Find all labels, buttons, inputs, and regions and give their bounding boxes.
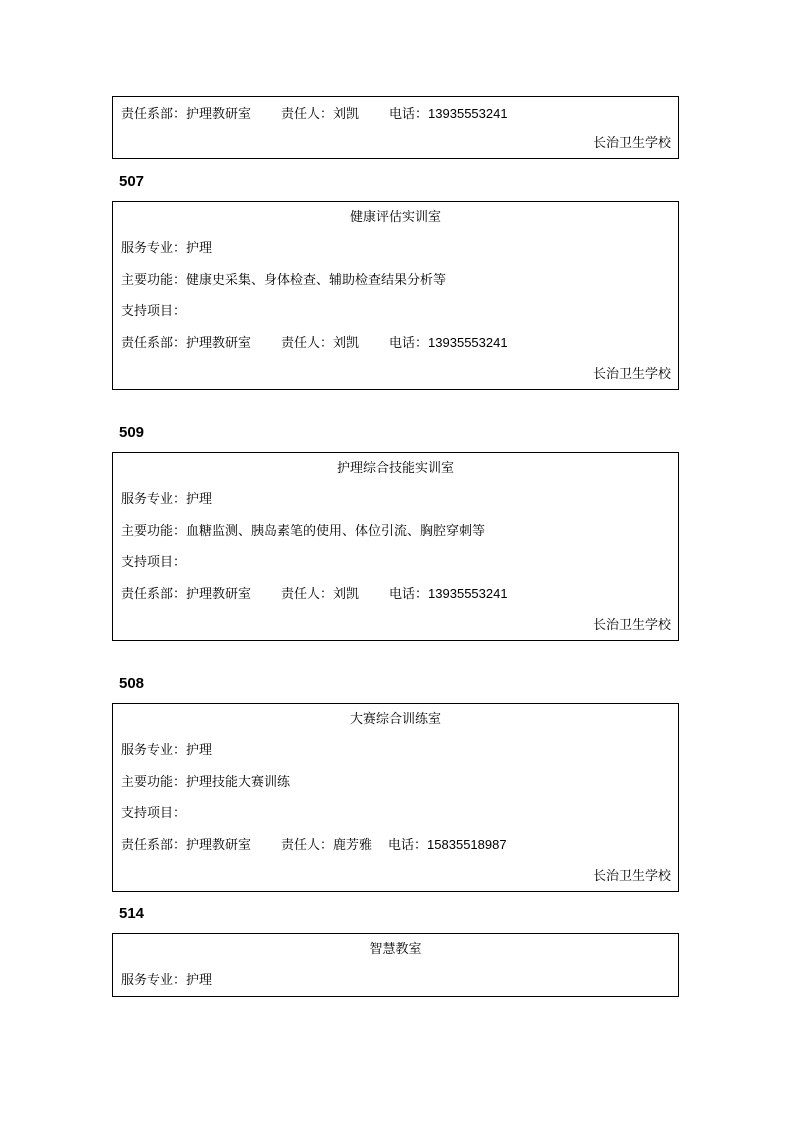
lab-title: 健康评估实训室	[349, 210, 441, 225]
dept-text: 责任系部：护理教研室	[121, 587, 252, 602]
school-name: 长治卫生学校	[592, 136, 671, 151]
dept-text: 责任系部：护理教研室	[121, 107, 252, 122]
lab-card-508	[112, 703, 679, 892]
service-major: 服务专业：护理	[121, 492, 213, 507]
dept-text: 责任系部：护理教研室	[121, 838, 252, 853]
lab-card-continued	[112, 96, 679, 159]
room-number: 514	[119, 905, 145, 922]
school-name: 长治卫生学校	[592, 869, 671, 884]
responsibility-line	[121, 585, 508, 604]
person-text: 责任人：鹿芳雅	[281, 838, 373, 853]
lab-card-509	[112, 452, 679, 641]
service-major: 服务专业：护理	[121, 743, 213, 758]
phone-label: 电话：	[388, 838, 428, 853]
support-project: 支持项目：	[121, 806, 187, 821]
room-number: 508	[119, 675, 145, 692]
main-function: 主要功能：血糖监测、胰岛素笔的使用、体位引流、胸腔穿刺等	[121, 524, 486, 539]
main-function: 主要功能：健康史采集、身体检查、辅助检查结果分析等	[121, 273, 447, 288]
room-number: 507	[119, 173, 145, 190]
service-major: 服务专业：护理	[121, 241, 213, 256]
person-text: 责任人：刘凯	[281, 587, 360, 602]
school-name: 长治卫生学校	[592, 367, 671, 382]
lab-card-507	[112, 201, 679, 390]
school-name: 长治卫生学校	[592, 618, 671, 633]
phone-number: 13935553241	[428, 586, 508, 601]
phone-number: 15835518987	[427, 837, 507, 852]
lab-title: 大赛综合训练室	[349, 712, 441, 727]
support-project: 支持项目：	[121, 304, 187, 319]
dept-text: 责任系部：护理教研室	[121, 336, 252, 351]
responsibility-line	[121, 836, 507, 855]
support-project: 支持项目：	[121, 555, 187, 570]
responsibility-line	[121, 105, 508, 124]
lab-title: 智慧教室	[369, 942, 422, 957]
person-text: 责任人：刘凯	[281, 336, 360, 351]
phone-label: 电话：	[389, 587, 429, 602]
phone-label: 电话：	[389, 336, 429, 351]
service-major: 服务专业：护理	[121, 973, 213, 988]
lab-card-514	[112, 933, 679, 997]
room-number: 509	[119, 424, 145, 441]
person-text: 责任人：刘凯	[281, 107, 360, 122]
phone-label: 电话：	[389, 107, 429, 122]
main-function: 主要功能：护理技能大赛训练	[121, 775, 291, 790]
phone-number: 13935553241	[428, 106, 508, 121]
responsibility-line	[121, 334, 508, 353]
phone-number: 13935553241	[428, 335, 508, 350]
lab-title: 护理综合技能实训室	[336, 461, 454, 476]
